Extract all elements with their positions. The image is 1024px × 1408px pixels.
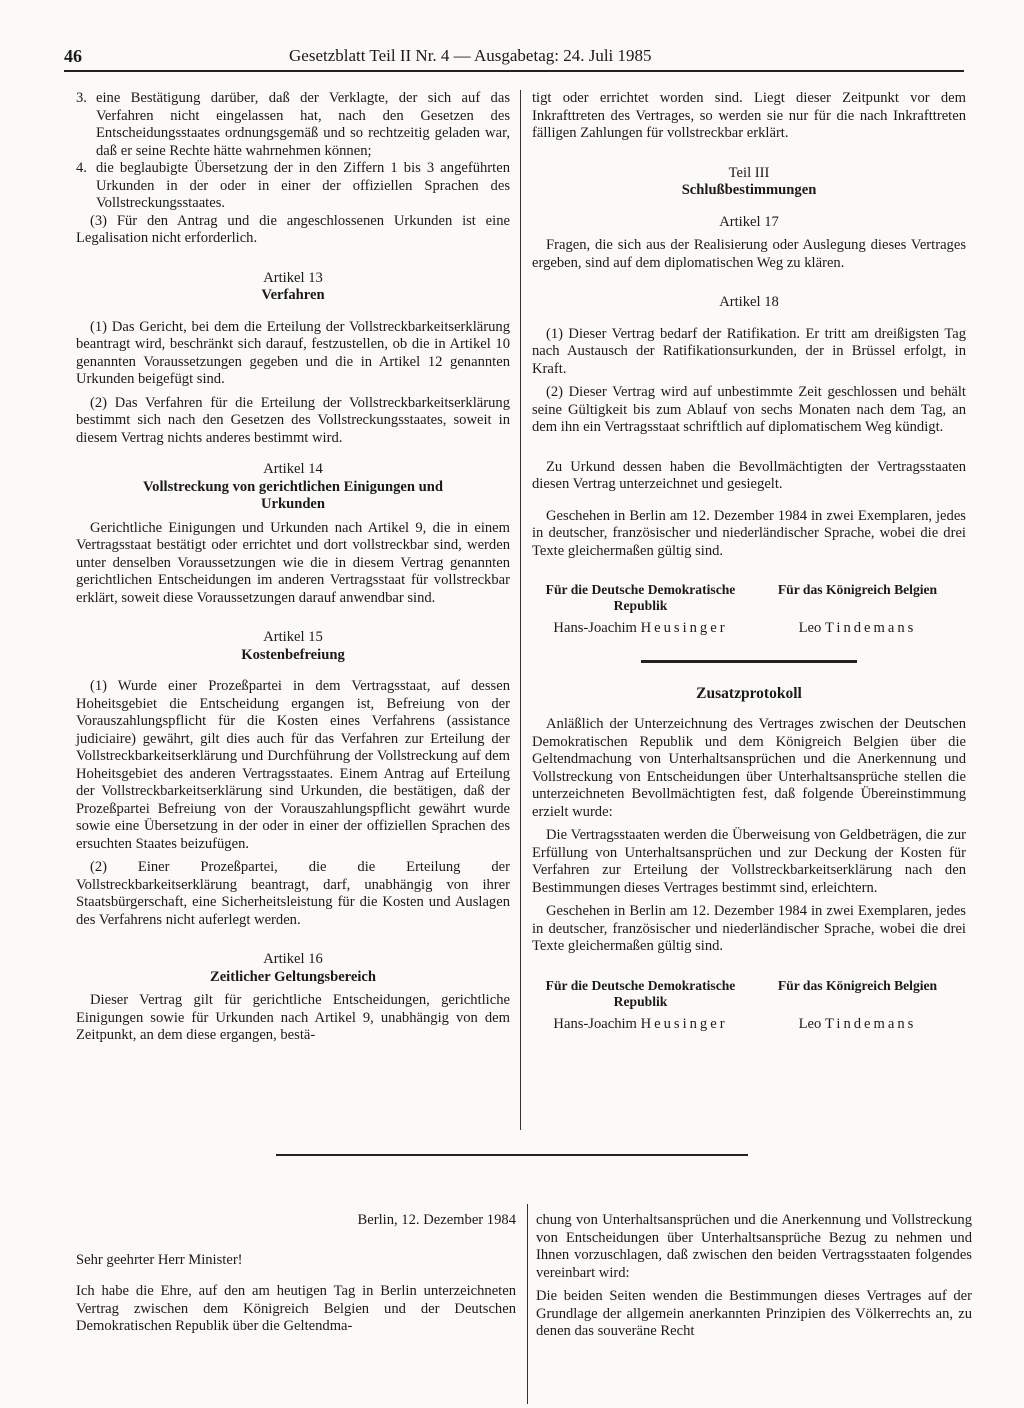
signatory-belgium: Für das Königreich Belgien bbox=[777, 977, 938, 993]
letter-right-column bbox=[536, 1212, 972, 1341]
article-title: Artikel 16 bbox=[263, 951, 323, 967]
section-divider bbox=[276, 1154, 748, 1156]
gazette-title: Gesetzblatt Teil II Nr. 4 — Ausgabetag: 24. Juli 1985 bbox=[289, 46, 652, 65]
paragraph: Gerichtliche Einigungen und Urkunden nach Artikel 9, die in einem Vertragsstaat bestätigt oder errichtet und dort vollstreckbar sind, werden unter denselben Voraussetzungen wie die in diesem Vertrag genannten gerichtlichen Entscheidungen im anderen Vertragsstaat für vollstreckbar erklärt, soweit diese Voraussetzungen darauf anwendbar sind. bbox=[76, 519, 510, 606]
paragraph: (3) Für den Antrag und die angeschlossenen Urkunden ist eine Legalisation nicht erforderlich. bbox=[76, 212, 510, 246]
signature-names bbox=[532, 620, 966, 638]
letter-salutation: Sehr geehrter Herr Minister! bbox=[76, 1251, 243, 1268]
column-divider bbox=[527, 1204, 528, 1404]
letter-left-column bbox=[76, 1212, 516, 1336]
paragraph: chung von Unterhaltsansprüchen und die Anerkennung und Vollstreckung von Entscheidungen über Unterhaltsansprüche Bezug zu nehmen und Ihnen vorzuschlagen, daß zwischen den beiden Vertragsstaaten folgendes vereinbart wird: bbox=[536, 1212, 972, 1281]
signer-belgium: Leo Tindemans bbox=[798, 620, 917, 636]
article-title: Artikel 17 bbox=[719, 213, 779, 230]
signature-block bbox=[532, 978, 966, 1010]
paragraph: (1) Dieser Vertrag bedarf der Ratifikation. Er tritt am dreißigsten Tag nach Austausch der Ratifikationsurkunden, der in Brüssel erfolgt, in Kraft. bbox=[532, 325, 966, 377]
article-subtitle: Vollstreckung von gerichtlichen Einigungen und Urkunden bbox=[142, 478, 444, 512]
article-title: Artikel 18 bbox=[719, 294, 779, 310]
paragraph: tigt oder errichtet worden sind. Liegt dieser Zeitpunkt vor dem Inkrafttreten des Vertrages, so werden sie nur für die nach Inkrafttreten fälligen Zahlungen für vollstreckbar erklärt. bbox=[532, 90, 966, 141]
item-number: 3. bbox=[76, 90, 87, 106]
paragraph: (2) Einer Prozeßpartei, die die Erteilung der Vollstreckbarkeitserklärung beantragt, darf, unabhängig von ihrer Staatsbürgerschaft, eine Sicherheitsleistung für die Kosten und Auslagen des Verfahrens nicht auferlegt werden. bbox=[76, 859, 510, 928]
paragraph: Die Vertragsstaaten werden die Überweisung von Geldbeträgen, die zur Erfüllung von Unterhaltsansprüchen und zur Deckung der Kosten für Verfahren zur Erteilung der Vollstreckbarkeitserklärung nach den Bestimmungen dieses Vertrages bestimmt sind, erleichtern. bbox=[532, 827, 966, 896]
column-divider bbox=[520, 90, 521, 1130]
page-number: 46 bbox=[64, 46, 82, 66]
paragraph: Geschehen in Berlin am 12. Dezember 1984 in zwei Exemplaren, jedes in deutscher, französischer und niederländischer Sprache, wobei die drei Texte gleichermaßen gültig sind. bbox=[532, 903, 966, 954]
part-subtitle: Schlußbestimmungen bbox=[681, 182, 817, 198]
paragraph: Ich habe die Ehre, auf den am heutigen Tag in Berlin unterzeichneten Vertrag zwischen dem Königreich Belgien und der Deutschen Demokratischen Republik über die Geltendma- bbox=[76, 1283, 516, 1334]
article-title: Artikel 15 bbox=[263, 629, 323, 645]
paragraph: Dieser Vertrag gilt für gerichtliche Entscheidungen, gerichtliche Einigungen sowie für Urkunden nach Artikel 9, unabhängig von dem Zeitpunkt, an dem diese ergangen, bestä- bbox=[76, 992, 510, 1043]
article-title: Artikel 14 bbox=[263, 461, 323, 477]
signer-ddr: Hans-Joachim Heusinger bbox=[553, 620, 728, 636]
right-column bbox=[532, 90, 966, 1033]
paragraph: (2) Dieser Vertrag wird auf unbestimmte Zeit geschlossen und behält seine Gültigkeit bis zum Ablauf von sechs Monaten nach dem Tag, an dem ihn ein Vertragsstaat schriftlich auf diplomatischem Weg kündigt. bbox=[532, 384, 966, 435]
paragraph: (1) Wurde einer Prozeßpartei in dem Vertragsstaat, auf dessen Hoheitsgebiet die Entscheidung ergangen ist, Befreiung von der Vorauszahlungspflicht für die Kosten eines Verfahrens (assistance judiciaire) gewährt, gilt dies auch für das Verfahren zur Erteilung der Vollstreckbarkeitserklärung und Durchführung der Vollstreckung auf dem Hoheitsgebiet des anderen Vertragsstaates. Einem Antrag auf Erteilung der Vollstreckbarkeitserklärung sind Urkunden, die bestätigen, daß der Prozeßpartei Befreiung von der Vorauszahlungspflicht gewährt wurde sowie eine Übersetzung in der oder in einer der offiziellen Sprachen des ersuchten Staates beizufügen. bbox=[76, 678, 510, 852]
paragraph: Geschehen in Berlin am 12. Dezember 1984 in zwei Exemplaren, jedes in deutscher, französischer und niederländischer Sprache, wobei die drei Texte gleichermaßen gültig sind. bbox=[532, 507, 966, 559]
signature-names bbox=[532, 1016, 966, 1034]
page-header bbox=[64, 46, 964, 72]
paragraph: (2) Das Verfahren für die Erteilung der Vollstreckbarkeitserklärung bestimmt sich nach den Gesetzen des Vollstreckungsstaates, soweit in diesem Vertrag nichts anderes bestimmt wird. bbox=[76, 394, 510, 446]
signature-block bbox=[532, 582, 966, 614]
signer-ddr: Hans-Joachim Heusinger bbox=[553, 1015, 728, 1032]
letter-date: Berlin, 12. Dezember 1984 bbox=[357, 1212, 516, 1228]
paragraph: Fragen, die sich aus der Realisierung oder Auslegung dieses Vertrages ergeben, sind auf dem diplomatischen Weg zu klären. bbox=[532, 237, 966, 271]
part-title: Teil III bbox=[728, 164, 770, 181]
list-item bbox=[76, 90, 510, 160]
article-subtitle: Verfahren bbox=[261, 287, 325, 303]
protocol-title: Zusatzprotokoll bbox=[696, 684, 802, 702]
left-column bbox=[76, 90, 510, 1045]
signatory-belgium: Für das Königreich Belgien bbox=[777, 582, 938, 597]
list-item bbox=[76, 160, 510, 213]
item-text: die beglaubigte Übersetzung der in den Ziffern 1 bis 3 angeführten Urkunden in der oder in einer der offiziellen Sprachen des Vollstreckungsstaates. bbox=[96, 160, 510, 211]
signatory-ddr: Für die Deutsche Demokratische Republik bbox=[545, 977, 736, 1009]
article-title: Artikel 13 bbox=[263, 269, 323, 286]
article-subtitle: Zeitlicher Geltungsbereich bbox=[209, 968, 377, 985]
paragraph: Anläßlich der Unterzeichnung des Vertrages zwischen der Deutschen Demokratischen Republik und dem Königreich Belgien über die Geltendmachung von Unterhaltsansprüchen und die Anerkennung und Vollstreckung von Entscheidungen über Unterhaltsansprüche stellen die unterzeichneten Bevollmächtigten fest, daß folgende Übereinstimmung erzielt wurde: bbox=[532, 716, 966, 820]
item-number: 4. bbox=[76, 160, 87, 176]
paragraph: (1) Das Gericht, bei dem die Erteilung der Vollstreckbarkeitserklärung beantragt wird, beschränkt sich darauf, festzustellen, ob die in Artikel 10 genannten Voraussetzungen gegeben und die in Artikel 12 genannten Urkunden beigefügt sind. bbox=[76, 318, 510, 387]
signer-belgium: Leo Tindemans bbox=[798, 1015, 917, 1032]
paragraph: Die beiden Seiten wenden die Bestimmungen dieses Vertrages auf der Grundlage der allgemein anerkannten Prinzipien des Völkerrechts an, zu denen das souveräne Recht bbox=[536, 1288, 972, 1339]
signatory-ddr: Für die Deutsche Demokratische Republik bbox=[545, 582, 736, 613]
article-subtitle: Kostenbefreiung bbox=[241, 646, 345, 663]
paragraph: Zu Urkund dessen haben die Bevollmächtigten der Vertragsstaaten diesen Vertrag unterzeichnet und gesiegelt. bbox=[532, 458, 966, 492]
item-text: eine Bestätigung darüber, daß der Verklagte, der sich auf das Verfahren nicht eingelassen hat, nach den Gesetzen des Entscheidungsstaates ordnungsgemäß und so rechtzeitig geladen war, daß er seine Rechte hätte wahrnehmen können; bbox=[96, 90, 510, 159]
